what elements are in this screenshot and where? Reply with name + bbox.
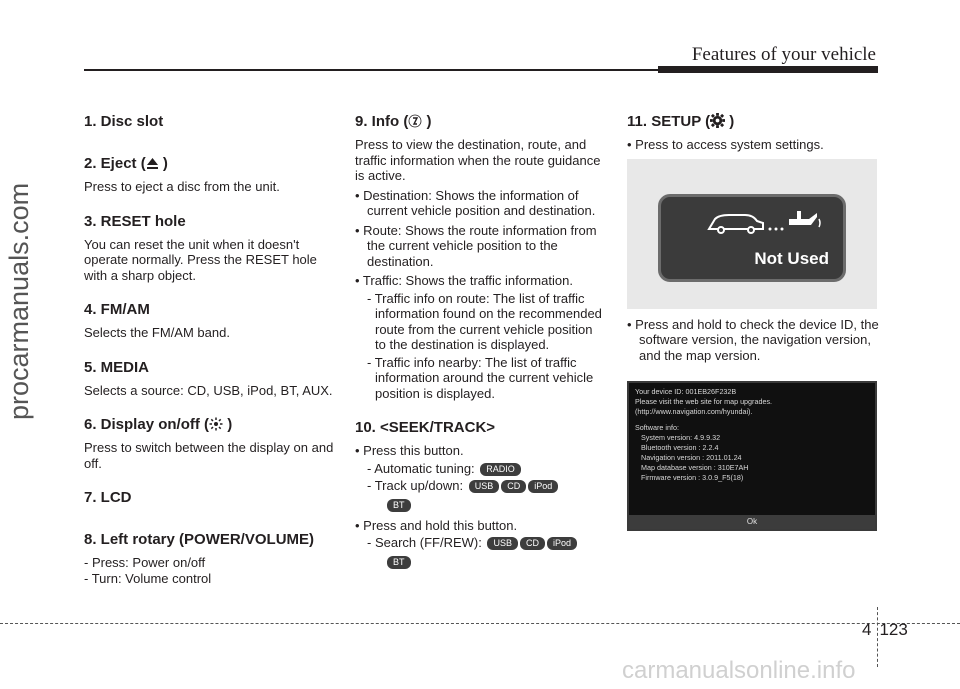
section-title-left-rotary: 8. Left rotary (POWER/VOLUME) [84, 531, 315, 548]
section-title-lcd: 7. LCD [84, 489, 132, 506]
bullet-route: • Route: Shows the route information from the current vehicle position to the destination. [355, 222, 597, 269]
bottom-watermark: carmanualsonline.info [622, 657, 856, 684]
display-onoff-icon [209, 417, 223, 431]
device-info-screen [627, 381, 877, 531]
column-1 [84, 113, 336, 586]
visit-site-line: Please visit the web site for map upgrades. [635, 397, 773, 406]
header-bar [658, 66, 878, 73]
navigation-version-line: Navigation version : 2011.01.24 [641, 453, 742, 462]
rotary-turn: - Turn: Volume control [84, 570, 212, 586]
radio-badge: RADIO [480, 463, 521, 476]
ipod-badge: iPod [547, 537, 577, 550]
bt-badge: BT [387, 499, 411, 512]
page-header-title: Features of your vehicle [691, 44, 876, 65]
section-title-display: 6. Display on/off ( ) [84, 416, 233, 433]
gear-icon [710, 113, 725, 128]
system-version-line: System version: 4.9.9.32 [641, 433, 721, 442]
bullet-traffic: • Traffic: Shows the traffic information. [355, 273, 573, 288]
usb-badge: USB [487, 537, 518, 550]
side-watermark: procarmanuals.com [4, 182, 34, 420]
footer-rule [0, 623, 960, 624]
section-title-eject: 2. Eject ( ) [84, 155, 168, 172]
ok-button-label: Ok [746, 517, 758, 526]
section-title-fmam: 4. FM/AM [84, 301, 150, 318]
section-title-info: 9. Info ( ) [355, 113, 432, 130]
column-2 [355, 113, 605, 571]
traffic-on-route: - Traffic info on route: The list of traffic information found on the recommended route from the current vehicle position to the destination is displayed. [367, 290, 602, 352]
bluetooth-version-line: Bluetooth version : 2.2.4 [641, 443, 719, 452]
not-used-screen [658, 194, 846, 282]
media-description: Selects a source: CD, USB, iPod, BT, AUX. [84, 382, 333, 398]
section-title-reset: 3. RESET hole [84, 212, 186, 230]
traffic-nearby: - Traffic info nearby: The list of traffic information around the current vehicle position is displayed. [367, 354, 594, 401]
car-oil-icon [705, 205, 825, 237]
cd-badge: CD [501, 480, 526, 493]
cd-badge: CD [520, 537, 545, 550]
automatic-tuning: - Automatic tuning: RADIO [367, 461, 605, 477]
bullet-destination: • Destination: Shows the information of current vehicle position and destination. [355, 187, 596, 218]
usb-badge: USB [469, 480, 500, 493]
ok-button[interactable] [629, 515, 875, 529]
reset-description: You can reset the unit when it doesn't operate normally. Press the RESET hole with a sharp object. [84, 236, 317, 283]
ipod-badge: iPod [528, 480, 558, 493]
bullet-device-id: • Press and hold to check the device ID, the software version, the navigation version, and the map version. [627, 316, 879, 363]
not-used-label: Not Used [754, 248, 829, 268]
bullet-access-settings: • Press to access system settings. [627, 137, 824, 152]
url-line: (http://www.navigation.com/hyundai). [635, 407, 753, 416]
info-description: Press to view the destination, route, and traffic information when the route guidance is active. [355, 137, 601, 183]
map-version-line: Map database version : 310E7AH [641, 463, 749, 472]
section-title-seek-track: 10. <SEEK/TRACK> [355, 419, 496, 436]
section-title-disc-slot: 1. Disc slot [84, 113, 164, 130]
display-description: Press to switch between the display on and off. [84, 440, 334, 471]
device-id-line: Your device ID: 001EB26F232B [635, 387, 737, 396]
bullet-press: • Press this button. [355, 443, 464, 458]
bt-badge: BT [387, 556, 411, 569]
eject-description: Press to eject a disc from the unit. [84, 179, 280, 194]
section-title-media: 5. MEDIA [84, 358, 150, 376]
fmam-description: Selects the FM/AM band. [84, 325, 230, 340]
eject-icon [146, 157, 159, 170]
track-up-down: - Track up/down: USB CD iPod [367, 478, 605, 494]
bt-badge-row-1 [385, 496, 605, 514]
bullet-press-hold: • Press and hold this button. [355, 517, 518, 533]
firmware-version-line: Firmware version : 3.0.9_F5(18) [641, 473, 744, 482]
rotary-press: - Press: Power on/off [84, 555, 206, 570]
device-info-text [635, 387, 772, 483]
bt-badge-row-2 [385, 553, 605, 571]
search-ff-rew: - Search (FF/REW): USB CD iPod [367, 535, 605, 551]
page-number: 4 123 [862, 620, 908, 639]
info-icon [408, 114, 422, 128]
column-3 [627, 113, 879, 531]
software-info-line: Software info: [635, 423, 679, 432]
section-title-setup: 11. SETUP ( ) [627, 113, 735, 130]
not-used-image [627, 159, 877, 309]
